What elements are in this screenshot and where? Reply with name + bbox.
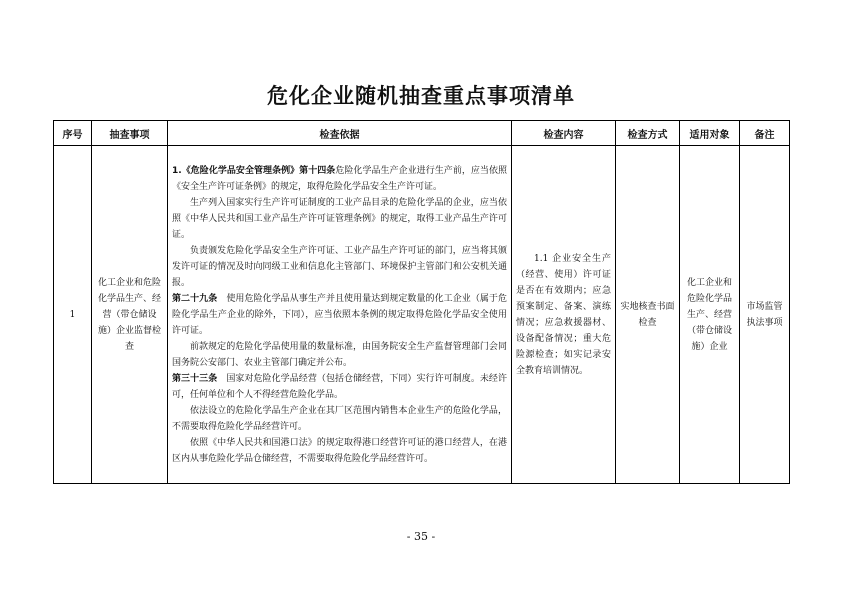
cell-target: 化工企业和危险化学品生产、经营（带仓储设施）企业 xyxy=(680,146,740,484)
basis-clause-14: 1.《危险化学品安全管理条例》第十四条 xyxy=(172,165,336,176)
basis-text: 使用危险化学品从事生产并且使用量达到规定数量的化工企业（属于危险化学品生产企业的除外，下同），应当依照本条例的规定取得危险化学品安全使用许可证。 xyxy=(172,293,507,336)
cell-remark: 市场监管执法事项 xyxy=(740,146,790,484)
cell-item: 化工企业和危险化学品生产、经营（带仓储设施）企业监督检查 xyxy=(92,146,168,484)
header-item: 抽查事项 xyxy=(92,121,168,146)
basis-paragraph xyxy=(172,291,507,339)
header-method: 检查方式 xyxy=(616,121,680,146)
basis-text: 国家对危险化学品经营（包括仓储经营，下同）实行许可制度。未经许可，任何单位和个人不得经营危险化学品。 xyxy=(172,373,507,400)
header-content: 检查内容 xyxy=(512,121,616,146)
basis-clause-29: 第二十九条 xyxy=(172,293,218,304)
content-text: 1.1 企业安全生产（经营、使用）许可证是否在有效期内；应急预案制定、备案、演练情况；应急救援器材、设备配备情况；重大危险源检查；如实记录安全教育培训情况。 xyxy=(516,253,611,376)
cell-seq: 1 xyxy=(54,146,92,484)
cell-content xyxy=(512,146,616,484)
basis-paragraph: 依照《中华人民共和国港口法》的规定取得港口经营许可证的港口经营人，在港区内从事危险化学品仓储经营，不需要取得危险化学品经营许可。 xyxy=(172,437,507,464)
table-row xyxy=(54,146,790,484)
header-basis: 检查依据 xyxy=(168,121,512,146)
basis-text: 危险化学品生产企业进行生产前，应当依照《安全生产许可证条例》的规定，取得危险化学品安全生产许可证。 xyxy=(172,165,507,192)
header-seq: 序号 xyxy=(54,121,92,146)
header-remark: 备注 xyxy=(740,121,790,146)
basis-paragraph xyxy=(172,371,507,403)
inspection-table xyxy=(53,120,790,484)
basis-paragraph xyxy=(172,163,507,195)
page-number: - 35 - xyxy=(406,530,436,543)
page-title: 危化企业随机抽查重点事项清单 xyxy=(267,84,575,108)
cell-basis xyxy=(168,146,512,484)
basis-paragraph: 生产列入国家实行生产许可证制度的工业产品目录的危险化学品的企业，应当依照《中华人民共和国工业产品生产许可证管理条例》的规定，取得工业产品生产许可证。 xyxy=(172,197,507,240)
table-header-row xyxy=(54,121,790,146)
cell-method: 实地核查书面检查 xyxy=(616,146,680,484)
basis-clause-33: 第三十三条 xyxy=(172,373,218,384)
header-target: 适用对象 xyxy=(680,121,740,146)
basis-paragraph: 前款规定的危险化学品使用量的数量标准，由国务院安全生产监督管理部门会同国务院公安部门、农业主管部门确定并公布。 xyxy=(172,341,507,368)
basis-paragraph: 依法设立的危险化学品生产企业在其厂区范围内销售本企业生产的危险化学品，不需要取得危险化学品经营许可。 xyxy=(172,405,507,432)
basis-paragraph: 负责颁发危险化学品安全生产许可证、工业产品生产许可证的部门，应当将其颁发许可证的情况及时向同级工业和信息化主管部门、环境保护主管部门和公安机关通报。 xyxy=(172,245,507,288)
